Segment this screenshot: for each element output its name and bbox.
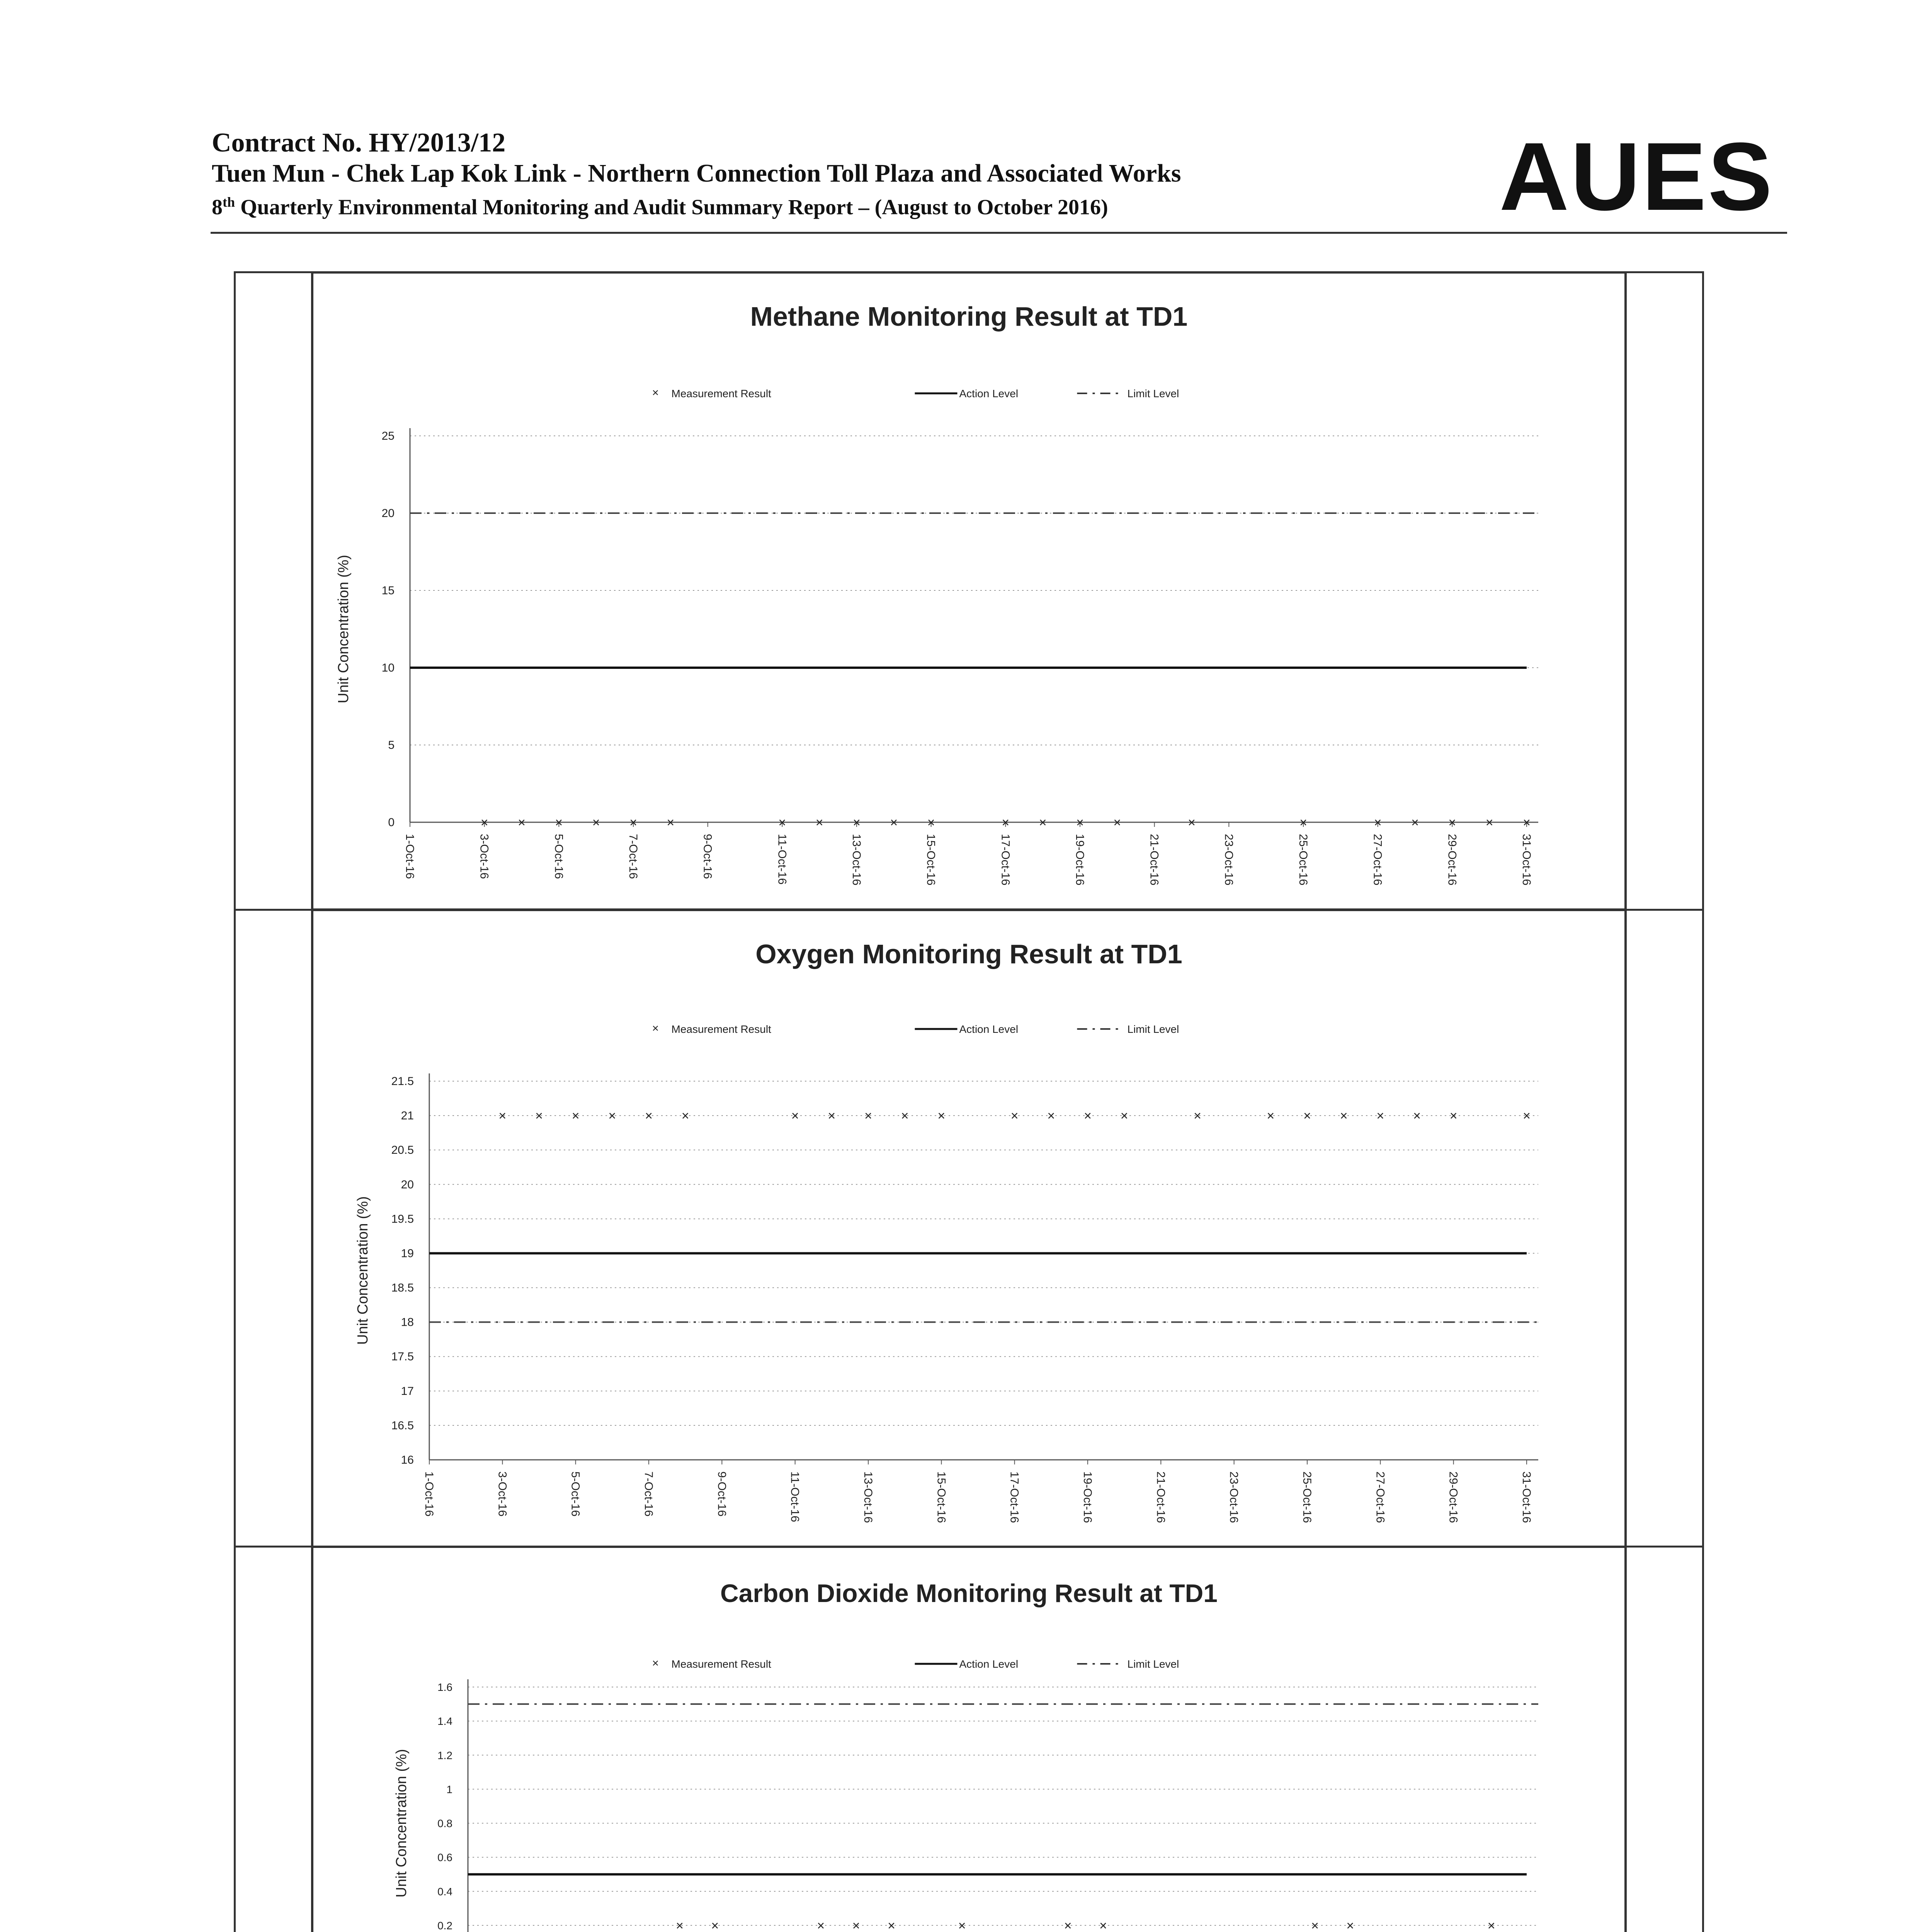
data-point: × bbox=[791, 1109, 799, 1124]
data-point: × bbox=[853, 815, 861, 830]
y-tick-label: 20 bbox=[381, 507, 395, 520]
y-tick-label: 0.4 bbox=[437, 1885, 452, 1898]
x-tick-label: 17-Oct-16 bbox=[999, 834, 1012, 886]
data-point: × bbox=[1188, 815, 1196, 830]
co2-chart bbox=[311, 1546, 1627, 1932]
oxygen-chart-svg bbox=[313, 911, 1624, 1546]
x-tick-label: 23-Oct-16 bbox=[1227, 1471, 1240, 1523]
x-tick-label: 15-Oct-16 bbox=[935, 1471, 948, 1523]
y-tick-label: 19 bbox=[401, 1247, 414, 1260]
data-point: × bbox=[927, 815, 935, 830]
x-tick-label: 5-Oct-16 bbox=[569, 1471, 582, 1517]
x-tick-label: 1-Oct-16 bbox=[423, 1471, 435, 1517]
data-point: × bbox=[1303, 1109, 1311, 1124]
legend-action: Action Level bbox=[959, 1658, 1019, 1670]
data-point: × bbox=[535, 1109, 543, 1124]
data-point: × bbox=[1523, 815, 1531, 830]
y-tick-label: 10 bbox=[381, 662, 395, 674]
y-axis-label: Unit Concentration (%) bbox=[355, 1196, 371, 1345]
data-point: × bbox=[1448, 815, 1456, 830]
y-tick-label: 0.8 bbox=[437, 1817, 452, 1830]
data-point: × bbox=[852, 1918, 860, 1932]
x-tick-label: 9-Oct-16 bbox=[701, 834, 714, 879]
x-tick-label: 27-Oct-16 bbox=[1371, 834, 1384, 886]
x-tick-label: 21-Oct-16 bbox=[1148, 834, 1161, 886]
data-point: × bbox=[1267, 1109, 1275, 1124]
data-point: × bbox=[1485, 815, 1493, 830]
data-point: × bbox=[676, 1918, 684, 1932]
data-point: × bbox=[1113, 815, 1121, 830]
x-tick-label: 15-Oct-16 bbox=[924, 834, 937, 886]
x-tick-label: 25-Oct-16 bbox=[1301, 1471, 1313, 1523]
y-tick-label: 21 bbox=[401, 1109, 414, 1122]
left-column bbox=[234, 271, 313, 1932]
data-point: × bbox=[888, 1918, 895, 1932]
legend-action: Action Level bbox=[959, 1023, 1019, 1035]
legend-action: Action Level bbox=[959, 388, 1019, 400]
x-tick-label: 19-Oct-16 bbox=[1073, 834, 1086, 886]
data-point: × bbox=[1076, 815, 1084, 830]
y-tick-label: 18.5 bbox=[391, 1281, 414, 1294]
x-tick-label: 19-Oct-16 bbox=[1081, 1471, 1094, 1523]
legend-measurement: Measurement Result bbox=[671, 388, 771, 400]
x-tick-label: 11-Oct-16 bbox=[788, 1471, 801, 1522]
data-point: × bbox=[1194, 1109, 1201, 1124]
x-tick-label: 9-Oct-16 bbox=[715, 1471, 728, 1517]
x-tick-label: 3-Oct-16 bbox=[496, 1471, 509, 1517]
x-tick-label: 27-Oct-16 bbox=[1374, 1471, 1387, 1523]
y-tick-label: 18 bbox=[401, 1316, 414, 1329]
x-tick-label: 31-Oct-16 bbox=[1520, 834, 1533, 886]
x-tick-label: 21-Oct-16 bbox=[1154, 1471, 1167, 1523]
chart-title: Oxygen Monitoring Result at TD1 bbox=[755, 939, 1182, 969]
data-point: × bbox=[1039, 815, 1047, 830]
data-point: × bbox=[1413, 1109, 1421, 1124]
y-tick-label: 1 bbox=[446, 1783, 452, 1796]
legend-marker: × bbox=[652, 1022, 659, 1035]
x-tick-label: 1-Oct-16 bbox=[403, 834, 416, 879]
chart-title: Carbon Dioxide Monitoring Result at TD1 bbox=[720, 1579, 1218, 1607]
x-tick-label: 25-Oct-16 bbox=[1297, 834, 1310, 886]
y-axis-label: Unit Concentration (%) bbox=[335, 554, 352, 704]
x-tick-label: 29-Oct-16 bbox=[1446, 834, 1459, 886]
project-title: Tuen Mun - Chek Lap Kok Link - Northern Connection Toll Plaza and Associated Works bbox=[212, 159, 1181, 187]
data-point: × bbox=[1523, 1109, 1531, 1124]
y-tick-label: 1.2 bbox=[437, 1749, 452, 1762]
data-point: × bbox=[667, 815, 675, 830]
data-point: × bbox=[645, 1109, 653, 1124]
data-point: × bbox=[629, 815, 637, 830]
y-tick-label: 0.2 bbox=[437, 1919, 452, 1932]
data-point: × bbox=[592, 815, 600, 830]
y-tick-label: 5 bbox=[388, 739, 395, 752]
legend-limit: Limit Level bbox=[1127, 388, 1179, 400]
legend-marker: × bbox=[652, 386, 659, 399]
y-tick-label: 20.5 bbox=[391, 1144, 414, 1157]
x-tick-label: 5-Oct-16 bbox=[552, 834, 565, 879]
y-tick-label: 0.6 bbox=[437, 1851, 452, 1864]
data-point: × bbox=[1120, 1109, 1128, 1124]
methane-chart bbox=[311, 271, 1627, 911]
x-tick-label: 17-Oct-16 bbox=[1008, 1471, 1021, 1523]
y-tick-label: 16.5 bbox=[391, 1419, 414, 1432]
data-point: × bbox=[864, 1109, 872, 1124]
data-point: × bbox=[1449, 1109, 1458, 1124]
x-tick-label: 11-Oct-16 bbox=[776, 834, 789, 885]
data-point: × bbox=[1010, 1109, 1019, 1124]
report-title: 8th Quarterly Environmental Monitoring and Audit Summary Report – (August to October 2016) bbox=[212, 194, 1108, 219]
data-point: × bbox=[1340, 1109, 1348, 1124]
data-point: × bbox=[890, 815, 898, 830]
data-point: × bbox=[608, 1109, 616, 1124]
data-point: × bbox=[817, 1918, 825, 1932]
methane-chart-svg bbox=[313, 274, 1624, 908]
data-point: × bbox=[480, 815, 488, 830]
data-point: × bbox=[1311, 1918, 1319, 1932]
y-tick-label: 19.5 bbox=[391, 1213, 414, 1226]
legend-marker: × bbox=[652, 1657, 659, 1670]
data-point: × bbox=[711, 1918, 719, 1932]
chart-title: Methane Monitoring Result at TD1 bbox=[750, 301, 1188, 332]
x-tick-label: 7-Oct-16 bbox=[627, 834, 639, 879]
data-point: × bbox=[778, 815, 786, 830]
data-point: × bbox=[937, 1109, 946, 1124]
data-point: × bbox=[498, 1109, 507, 1124]
data-point: × bbox=[1064, 1918, 1072, 1932]
y-tick-label: 20 bbox=[401, 1178, 414, 1191]
y-tick-label: 15 bbox=[381, 584, 395, 597]
data-point: × bbox=[958, 1918, 966, 1932]
oxygen-chart bbox=[311, 909, 1627, 1548]
x-tick-label: 13-Oct-16 bbox=[850, 834, 863, 886]
y-tick-label: 1.6 bbox=[437, 1681, 452, 1693]
legend-measurement: Measurement Result bbox=[671, 1658, 771, 1670]
y-tick-label: 1.4 bbox=[437, 1715, 452, 1728]
y-tick-label: 0 bbox=[388, 816, 395, 829]
data-point: × bbox=[1002, 815, 1010, 830]
y-tick-label: 25 bbox=[381, 430, 395, 442]
data-point: × bbox=[1346, 1918, 1354, 1932]
header-divider bbox=[211, 232, 1787, 234]
x-tick-label: 3-Oct-16 bbox=[478, 834, 491, 879]
data-point: × bbox=[815, 815, 823, 830]
data-point: × bbox=[518, 815, 526, 830]
aues-logo: AUES bbox=[1499, 122, 1774, 230]
y-tick-label: 21.5 bbox=[391, 1075, 414, 1088]
y-tick-label: 17.5 bbox=[391, 1350, 414, 1363]
data-point: × bbox=[1099, 1918, 1107, 1932]
data-point: × bbox=[681, 1109, 689, 1124]
legend-limit: Limit Level bbox=[1127, 1023, 1179, 1035]
x-tick-label: 7-Oct-16 bbox=[642, 1471, 655, 1517]
co2-chart-svg bbox=[313, 1548, 1624, 1932]
data-point: × bbox=[828, 1109, 836, 1124]
contract-number: Contract No. HY/2013/12 bbox=[212, 128, 506, 158]
data-point: × bbox=[1374, 815, 1382, 830]
x-tick-label: 31-Oct-16 bbox=[1520, 1471, 1533, 1523]
y-tick-label: 17 bbox=[401, 1384, 414, 1398]
x-tick-label: 23-Oct-16 bbox=[1222, 834, 1235, 886]
data-point: × bbox=[901, 1109, 909, 1124]
y-axis-label: Unit Concentration (%) bbox=[393, 1749, 410, 1898]
legend-measurement: Measurement Result bbox=[671, 1023, 771, 1035]
x-tick-label: 29-Oct-16 bbox=[1447, 1471, 1460, 1523]
data-point: × bbox=[571, 1109, 580, 1124]
legend-limit: Limit Level bbox=[1127, 1658, 1179, 1670]
data-point: × bbox=[1487, 1918, 1495, 1932]
data-point: × bbox=[555, 815, 563, 830]
data-point: × bbox=[1411, 815, 1419, 830]
data-point: × bbox=[1084, 1109, 1092, 1124]
data-point: × bbox=[1299, 815, 1307, 830]
x-tick-label: 13-Oct-16 bbox=[862, 1471, 874, 1523]
data-point: × bbox=[1047, 1109, 1055, 1124]
data-point: × bbox=[1376, 1109, 1384, 1124]
y-tick-label: 16 bbox=[401, 1454, 414, 1466]
